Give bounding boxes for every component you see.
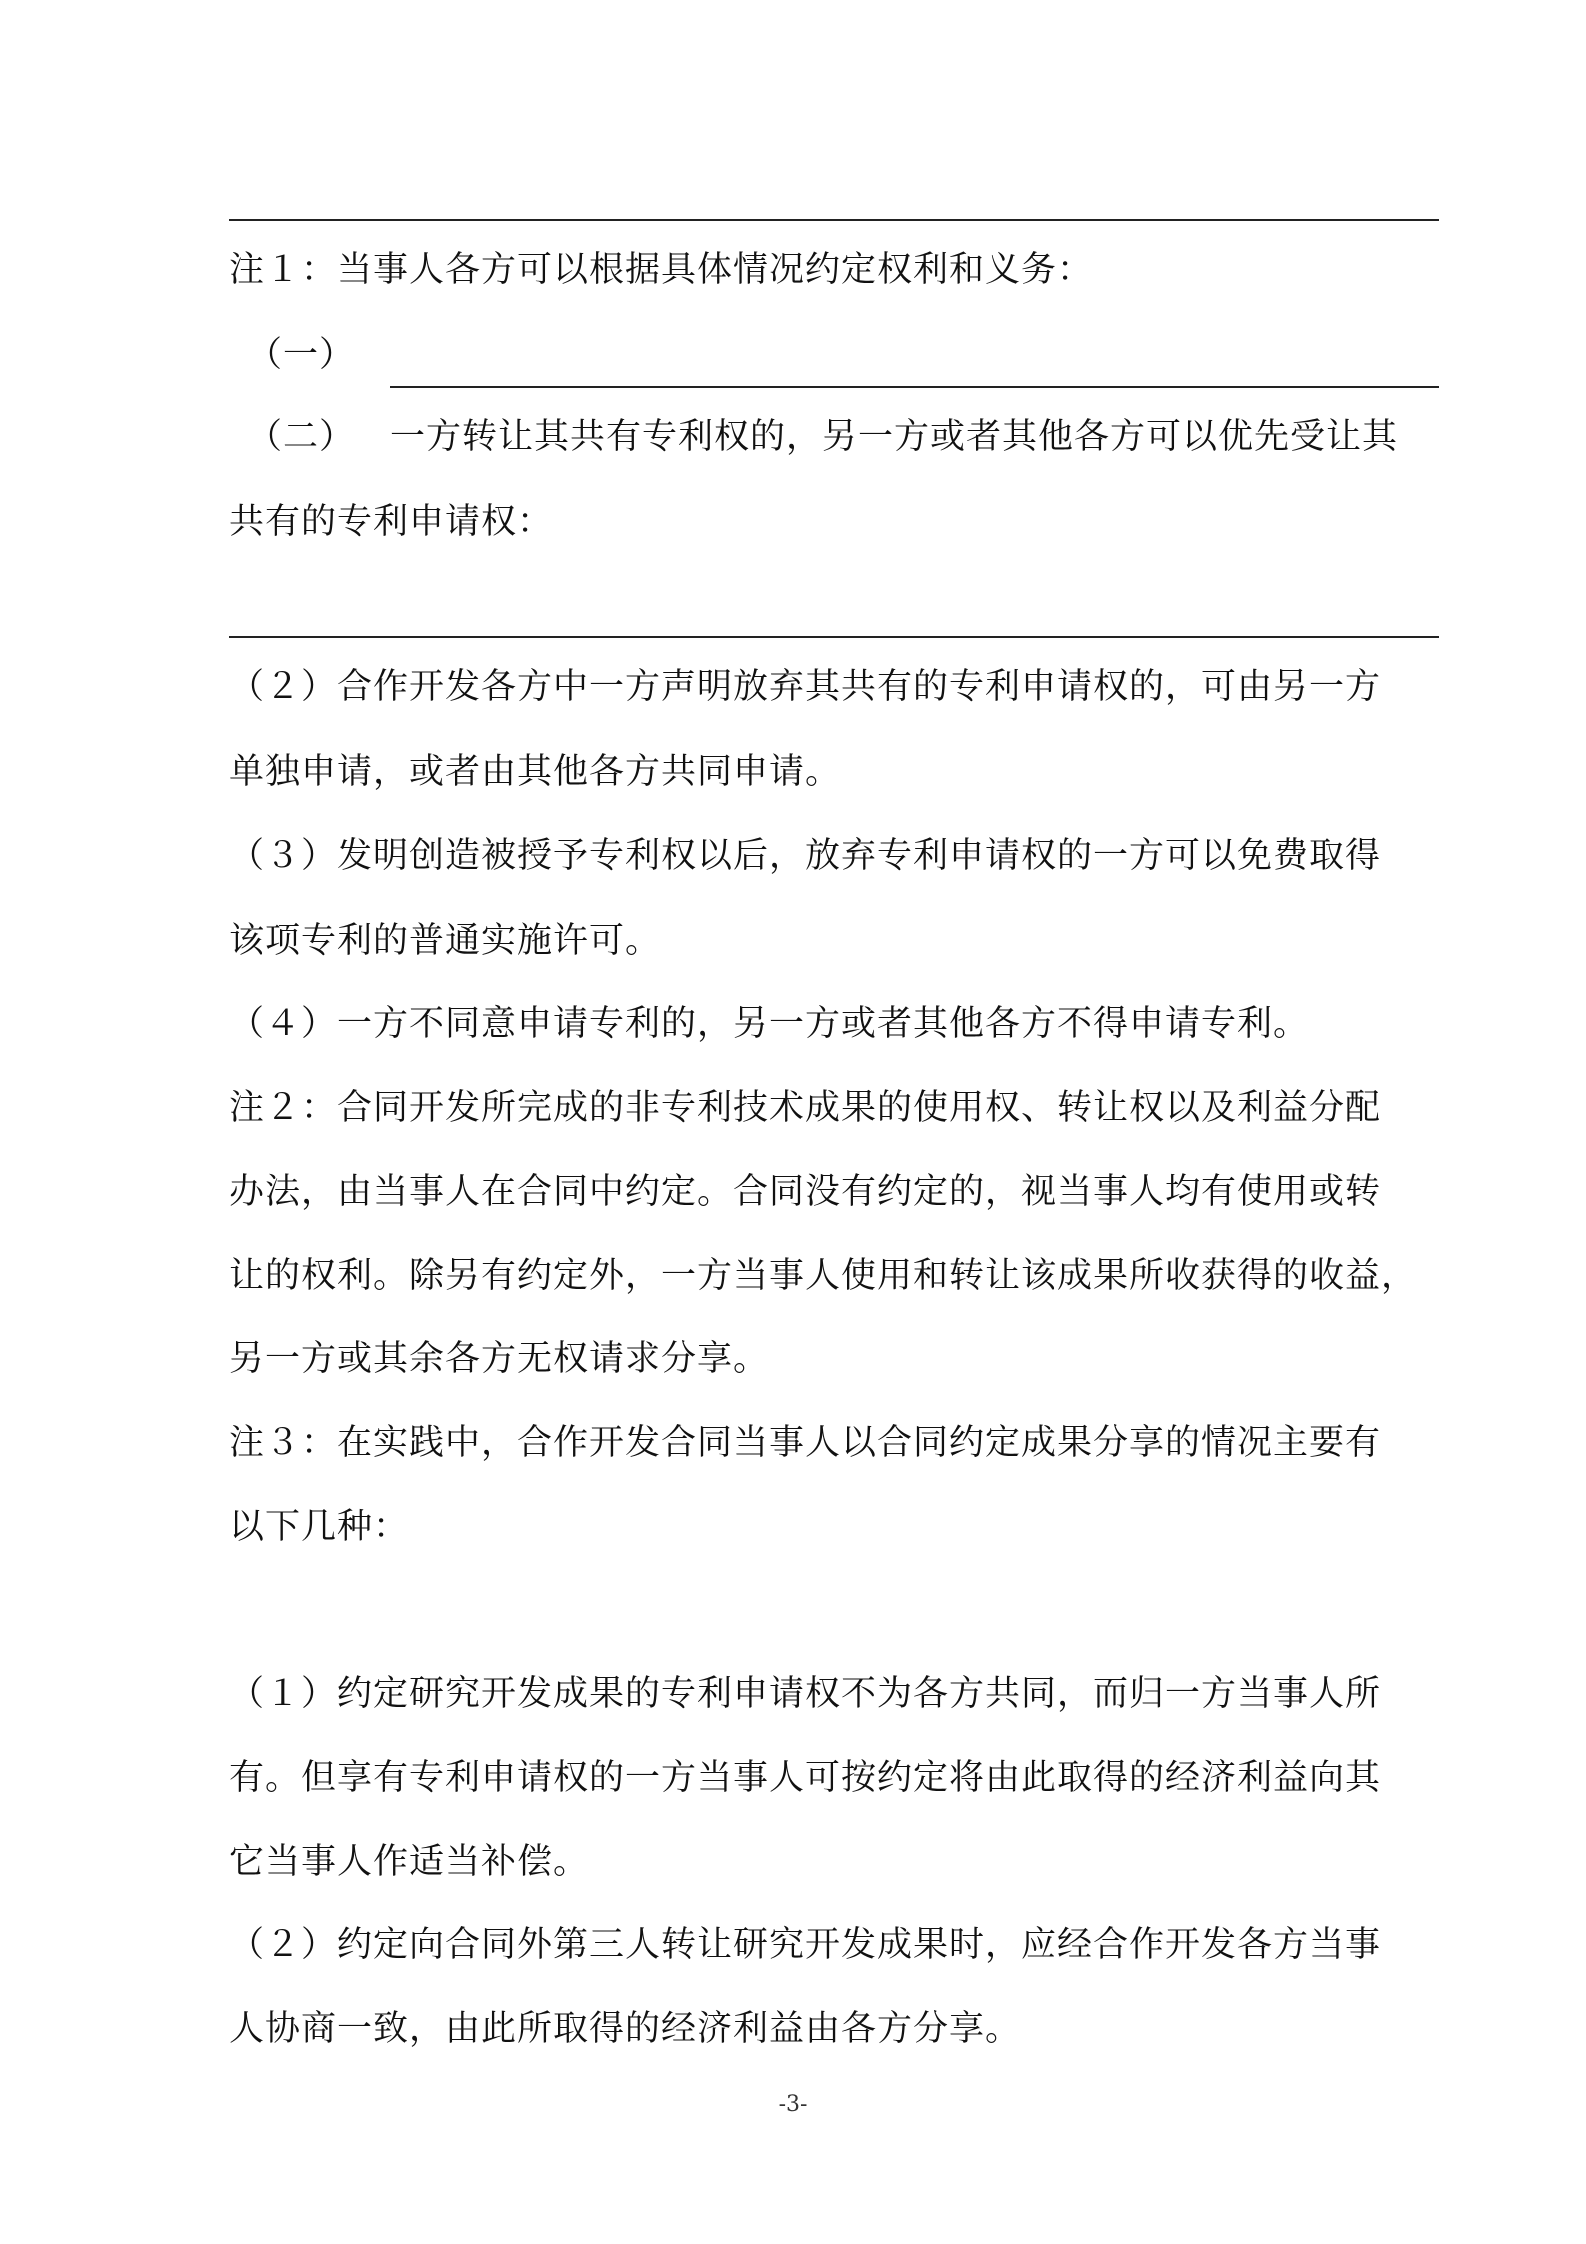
clause-2-line-1: （２）约定向合同外第三人转让研究开发成果时，应经合作开发各方当事 (229, 1925, 1382, 1965)
note2-line-3: 让的权利。除另有约定外，一方当事人使用和转让该成果所收获得的收益， (229, 1256, 1418, 1296)
clause-1-line-3: 它当事人作适当补偿。 (229, 1842, 590, 1882)
note2-line-2: 办法，由当事人在合同中约定。合同没有约定的，视当事人均有使用或转 (229, 1172, 1382, 1212)
item-two-text: 一方转让其共有专利权的，另一方或者其他各方可以优先受让其 (390, 417, 1399, 457)
page-number: -3- (778, 2092, 808, 2117)
clause-1-line-2: 有。但享有专利申请权的一方当事人可按约定将由此取得的经济利益向其 (229, 1758, 1382, 1798)
paragraph-3-line-2: 该项专利的普通实施许可。 (229, 921, 662, 961)
note2-line-4: 另一方或其余各方无权请求分享。 (229, 1339, 770, 1379)
item-one-marker: （一） (247, 335, 356, 375)
note3-line-1: 注３：在实践中，合作开发合同当事人以合同约定成果分享的情况主要有 (229, 1423, 1382, 1463)
note2-line-1: 注２：合同开发所完成的非专利技术成果的使用权、转让权以及利益分配 (229, 1088, 1382, 1128)
note3-line-2: 以下几种： (229, 1507, 410, 1547)
paragraph-2-line-2: 单独申请，或者由其他各方共同申请。 (229, 752, 842, 792)
paragraph-4-line-1: （４）一方不同意申请专利的，另一方或者其他各方不得申请专利。 (229, 1004, 1310, 1044)
blank-underline (229, 636, 1439, 638)
item-two-continuation: 共有的专利申请权： (229, 502, 554, 542)
item-one-blank-line (390, 386, 1439, 388)
item-two-marker: （二） (247, 417, 356, 457)
paragraph-2-line-1: （２）合作开发各方中一方声明放弃其共有的专利申请权的，可由另一方 (229, 667, 1382, 707)
paragraph-3-line-1: （３）发明创造被授予专利权以后，放弃专利申请权的一方可以免费取得 (229, 836, 1382, 876)
note1-title: 注１：当事人各方可以根据具体情况约定权利和义务： (229, 250, 1094, 290)
clause-2-line-2: 人协商一致，由此所取得的经济利益由各方分享。 (229, 2009, 1022, 2049)
clause-1-line-1: （１）约定研究开发成果的专利申请权不为各方共同，而归一方当事人所 (229, 1674, 1382, 1714)
top-underline (229, 219, 1439, 221)
